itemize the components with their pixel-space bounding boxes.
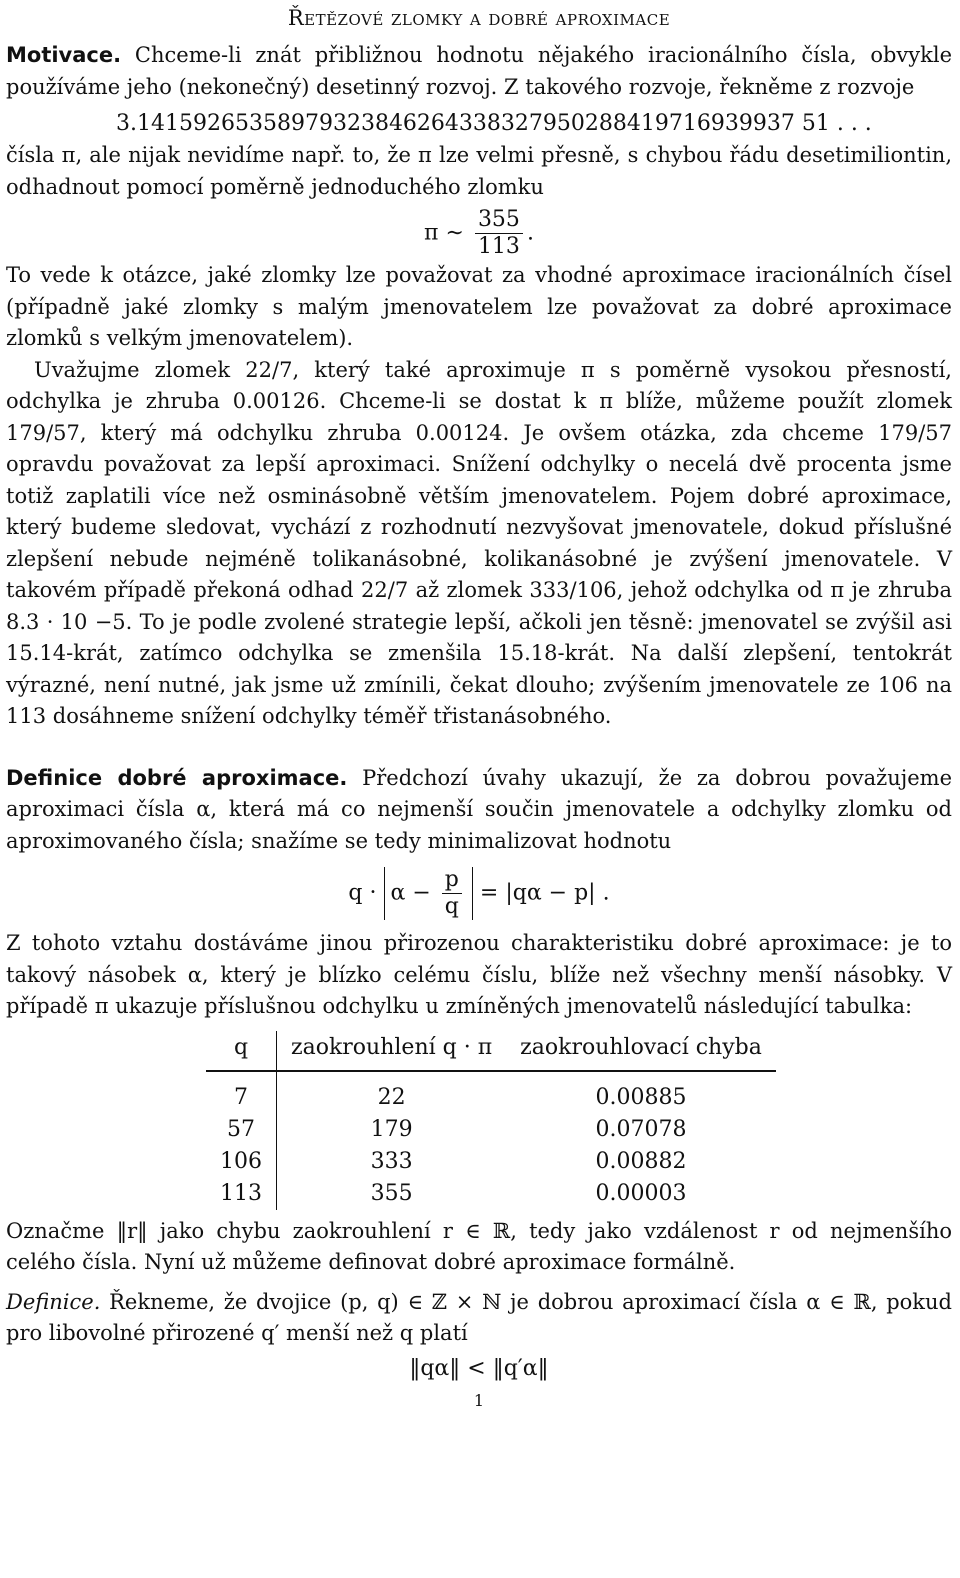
table-cell: 333: [370, 1148, 413, 1174]
document-page: [6, 0, 952, 1410]
eq-abs: [384, 867, 473, 920]
motivation-text-3: To vede k otázce, jaké zlomky lze považovat za vhodné aproximace iracionálních čísel (případně jaké zlomky s malým jmenovatelem lze považovat za dobré aproximace zlomků s velkým jmenovatelem).: [6, 263, 952, 350]
definition-heading: Definice dobré aproximace.: [6, 765, 348, 790]
motivation-heading: Motivace.: [6, 43, 122, 67]
minimization-equation: [6, 867, 952, 920]
table-cell: 179: [370, 1116, 413, 1142]
definition-text-1: Předchozí úvahy ukazují, že za dobrou považujeme aproximaci čísla α, která má co nejmenší součin jmenovatele a odchylky zlomku od aproximovaného čísla; snažíme se tedy minimalizovat hodnotu: [6, 765, 952, 853]
after-table-text: Označme ‖r‖ jako chybu zaokrouhlení r ∈ ℝ, tedy jako vzdálenost r od nejmenšího celého čísla. Nyní už můžeme definovat dobré aproximace formálně.: [6, 1218, 952, 1274]
motivation-text-1: Chceme-li znát přibližnou hodnotu nějakého iracionálního čísla, obvykle používáme jeho (nekonečný) desetinný rozvoj. Z takového rozvoje, řekněme z rozvoje: [6, 43, 952, 99]
table-cell: 113: [206, 1178, 277, 1210]
pi-approximation: π ∼ $\frac{355}{113}$ .: [424, 207, 534, 259]
eq-inner: α −: [390, 880, 431, 906]
eq-frac-num: p: [442, 867, 462, 894]
motivation-text-2: čísla π, ale nijak nevidíme např. to, že π lze velmi přesně, s chybou řádu desetimiliontin, odhadnout pomocí poměrně jednoduchého zlomku: [6, 143, 952, 199]
table-cell: 0.00885: [595, 1084, 687, 1110]
table-header: zaokrouhlovací chyba: [506, 1031, 776, 1071]
table-cell: 106: [206, 1146, 277, 1178]
table-cell: 355: [370, 1180, 413, 1206]
table-cell: 0.07078: [595, 1116, 687, 1142]
table-header: zaokrouhlení q · π: [277, 1031, 507, 1071]
rounding-table: [206, 1031, 776, 1210]
table-cell: 57: [206, 1114, 277, 1146]
approx-denominator: 113: [477, 234, 520, 259]
eq-fraction: [442, 867, 462, 920]
pi-digits: 3.14159265358979323846264338327950288419716939937 51 . . .: [116, 111, 872, 136]
definition-paragraph: [6, 763, 952, 858]
formal-definition: [6, 1287, 952, 1350]
eq-left: q ·: [348, 880, 377, 906]
page-number: 1: [473, 1390, 485, 1410]
table-header: q: [206, 1031, 277, 1071]
formal-definition-label: Definice.: [6, 1289, 101, 1314]
definition-text-2: Z tohoto vztahu dostáváme jinou přirozenou charakteristiku dobré aproximace: je to takový násobek α, který je blízko celému číslu, blíže než všechny menší násobky. V případě π ukazuje příslušnou odchylku u zmíněných jmenovatelů následující tabulka:: [6, 931, 952, 1018]
table-cell: 7: [206, 1071, 277, 1114]
eq-right: = |qα − p| .: [479, 880, 610, 906]
eq-frac-den: q: [444, 894, 459, 919]
motivation-paragraph: [6, 40, 952, 103]
table-row: [206, 1071, 776, 1114]
table-cell: 22: [377, 1084, 406, 1110]
page-title: Řetězové zlomky a dobré aproximace: [287, 6, 671, 30]
formal-definition-formula: ‖qα‖ < ‖q′α‖: [409, 1355, 549, 1381]
approx-numerator: 355: [475, 207, 523, 234]
table-row: [206, 1178, 776, 1210]
approx-lhs: π ∼: [424, 220, 464, 246]
table-cell: 0.00882: [595, 1148, 687, 1174]
table-row: [206, 1114, 776, 1146]
approx-fraction: [475, 207, 523, 260]
formal-definition-text: Řekneme, že dvojice (p, q) ∈ ℤ × ℕ je dobrou aproximací čísla α ∈ ℝ, pokud pro libovolné přirozené q′ menší než q platí: [6, 1289, 952, 1345]
motivation-text-4: Uvažujme zlomek 22/7, který také aproximuje π s poměrně vysokou přesností, odchylka je zhruba 0.00126. Chceme-li se dostat k π blíže, můžeme použít zlomek 179/57, který má odchylku zhruba 0.00124. Je ovšem otázka, zda chceme 179/57 opravdu považovat za lepší aproximaci. Snížení odchylky o necelá dvě procenta jsme totiž zaplatili více než osminásobně větším jmenovatelem. Pojem dobré aproximace, který budeme sledovat, vychází z rozhodnutí nezvyšovat jmenovatele, dokud příslušné zlepšení nebude nejméně tolikanásobné, kolikanásobné je zvýšení jmenovatele. V takovém případě překoná odhad 22/7 až zlomek 333/106, jehož odchylka od π je zhruba 8.3 · 10 −5. To je podle zvolené strategie lepší, ačkoli jen těsně: jmenovatel se zvýšil asi 15.14-krát, zatímco odchylka se zmenšila 15.18-krát. Na další zlepšení, tentokrát výrazné, není nutné, jak jsme už zmínili, čekat dlouho; zvýšením jmenovatele ze 106 na 113 dosáhneme snížení odchylky téměř třistanásobného.: [6, 357, 952, 728]
table-row: [206, 1146, 776, 1178]
table-cell: 0.00003: [595, 1180, 687, 1206]
